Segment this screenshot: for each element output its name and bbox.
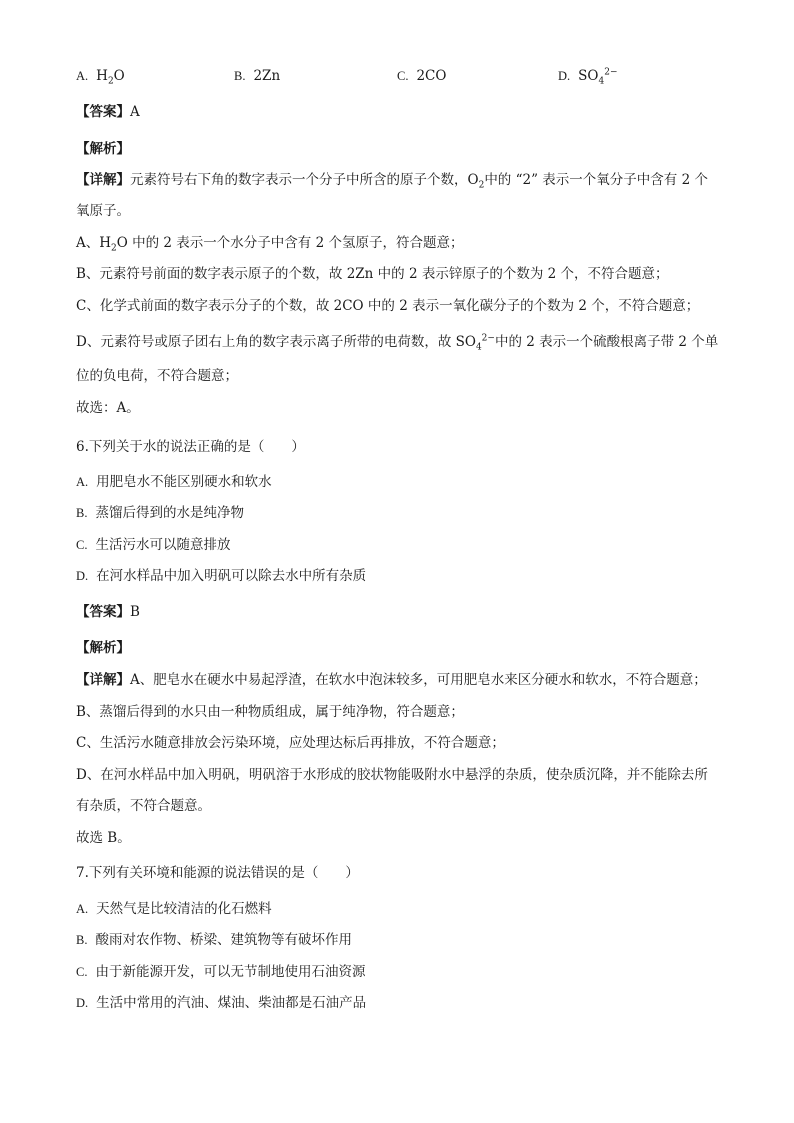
q5-option-a: A. $H_2O$ [76, 68, 125, 87]
q7-option-c: C. 由于新能源开发，可以无节制地使用石油资源 [76, 964, 366, 980]
q5-conclusion: 故选：A。 [76, 400, 140, 416]
q6-option-b: B. 蒸馏后得到的水是纯净物 [76, 505, 244, 521]
q6-option-a: A. 用肥皂水不能区别硬水和软水 [76, 474, 272, 490]
q6-explain-b: B、蒸馏后得到的水只由一种物质组成，属于纯净物，符合题意； [76, 704, 464, 720]
q5-analysis-tag: 【解析】 [76, 141, 130, 157]
q7-option-d: D. 生活中常用的汽油、煤油、柴油都是石油产品 [76, 995, 367, 1011]
q6-option-d: D. 在河水样品中加入明矾可以除去水中所有杂质 [76, 568, 367, 584]
q7-stem: 7.下列有关环境和能源的说法错误的是（ ） [76, 865, 359, 881]
q6-detail-line-1: 【详解】A、肥皂水在硬水中易起浮渣，在软水中泡沫较多，可用肥皂水来区分硬水和软水，不符合题意； [76, 672, 707, 688]
q6-option-c: C. 生活污水可以随意排放 [76, 537, 231, 553]
q6-explain-d: D、在河水样品中加入明矾，明矾溶于水形成的胶状物能吸附水中悬浮的杂质，使杂质沉降，并不能除去所 [76, 767, 708, 783]
q5-option-c: C. 2CO [397, 68, 447, 84]
q5-detail-line-1: 【详解】元素符号右下角的数字表示一个分子中所含的原子个数，$O_2$中的 “2” 表示一个氧分子中含有 2 个 [76, 172, 708, 191]
q5-option-b: B. 2Zn [234, 68, 281, 84]
q5-explain-c: C、化学式前面的数字表示分子的个数，故 2CO 中的 2 表示一氧化碳分子的个数为 2 个，不符合题意； [76, 298, 700, 314]
q5-explain-d-cont: 位的负电荷，不符合题意； [76, 368, 238, 384]
q6-analysis-tag: 【解析】 [76, 640, 130, 656]
q6-answer: 【答案】B [76, 604, 140, 620]
q5-explain-d: D、元素符号或原子团右上角的数字表示离子所带的电荷数，故 $SO_4^{2-}$中的 2 表示一个硫酸根离子带 2 个单 [76, 333, 719, 353]
q5-answer: 【答案】A [76, 104, 140, 120]
q5-option-d: D. $SO_4^{2-}$ [558, 67, 618, 87]
q5-detail-line-2: 氧原子。 [76, 203, 130, 219]
q6-explain-d-cont: 有杂质，不符合题意。 [76, 798, 211, 814]
q5-explain-a: A、$H_2O$ 中的 2 表示一个水分子中含有 2 个氢原子，符合题意； [76, 235, 464, 254]
q6-explain-c: C、生活污水随意排放会污染环境，应处理达标后再排放，不符合题意； [76, 735, 505, 751]
q7-option-a: A. 天然气是比较清洁的化石燃料 [76, 901, 272, 917]
q5-explain-b: B、元素符号前面的数字表示原子的个数，故 2Zn 中的 2 表示锌原子的个数为 2 个，不符合题意； [76, 266, 669, 282]
q6-conclusion: 故选 B。 [76, 830, 131, 846]
q6-stem: 6.下列关于水的说法正确的是（ ） [76, 439, 305, 455]
q7-option-b: B. 酸雨对农作物、桥梁、建筑物等有破坏作用 [76, 932, 352, 948]
